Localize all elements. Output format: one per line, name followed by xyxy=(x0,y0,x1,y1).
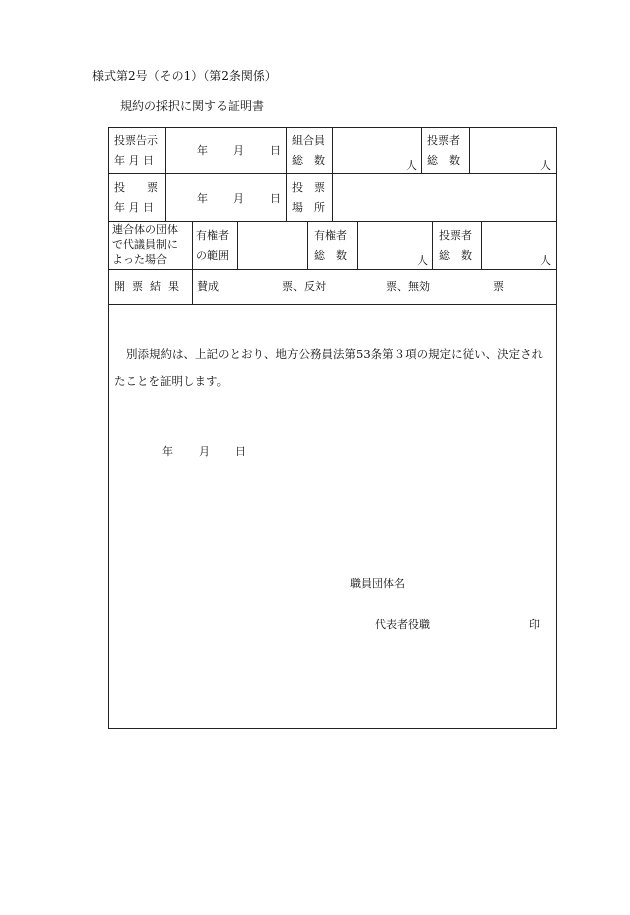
vote-notice-label-1: 投票告示 xyxy=(114,134,158,147)
col-divider xyxy=(165,127,166,221)
vote-place-label-2: 場 所 xyxy=(292,201,325,214)
federation-label-2: で代議員制に xyxy=(112,238,178,251)
vote-notice-month: 月 xyxy=(233,144,244,157)
vote-day: 日 xyxy=(270,192,281,205)
vote-notice-label-2: 年 月 日 xyxy=(114,154,154,167)
vote-place-label-1: 投 票 xyxy=(292,181,325,194)
federation-label-3: よった場合 xyxy=(112,253,167,266)
eligible-range-label-2: の範囲 xyxy=(196,249,229,262)
col-divider xyxy=(286,127,287,221)
form-number: 様式第2号（その1）（第2条関係） xyxy=(92,69,277,83)
vote-month: 月 xyxy=(233,192,244,205)
members-unit: 人 xyxy=(406,159,417,172)
seal-mark: 印 xyxy=(529,618,540,631)
federation-label-1: 連合体の団体 xyxy=(112,223,178,236)
vote-date-label-2: 年 月 日 xyxy=(114,201,154,214)
col-divider xyxy=(237,221,238,269)
cert-month: 月 xyxy=(199,445,210,458)
cert-year: 年 xyxy=(162,445,173,458)
org-name-label: 職員団体名 xyxy=(350,577,405,590)
members-label-2: 総 数 xyxy=(292,154,325,167)
voters-total-label-1: 投票者 xyxy=(439,229,472,242)
certification-text-2: たことを証明します。 xyxy=(114,374,229,388)
vote-year: 年 xyxy=(197,192,208,205)
for-unit: 票、反対 xyxy=(282,280,326,293)
eligible-range-label-1: 有権者 xyxy=(196,229,229,242)
eligible-unit: 人 xyxy=(417,254,428,267)
col-divider xyxy=(421,127,422,173)
col-divider xyxy=(432,221,433,269)
for-label: 賛成 xyxy=(197,280,219,293)
col-divider xyxy=(192,269,193,304)
eligible-total-label-1: 有権者 xyxy=(314,229,347,242)
certification-text-1: 別添規約は、上記のとおり、地方公務員法第53条第３項の規定に従い、決定され xyxy=(126,347,544,361)
voters-total-label-2: 総 数 xyxy=(439,249,472,262)
count-result-label: 開票結果 xyxy=(114,280,186,293)
members-label-1: 組合員 xyxy=(292,134,325,147)
cert-day: 日 xyxy=(235,445,246,458)
voters-unit: 人 xyxy=(540,159,551,172)
voters-total-unit: 人 xyxy=(540,254,551,267)
row-divider xyxy=(108,304,557,305)
vote-date-label-1: 投 票 xyxy=(114,181,158,194)
eligible-total-label-2: 総 数 xyxy=(314,249,347,262)
vote-notice-day: 日 xyxy=(270,144,281,157)
row-divider xyxy=(108,269,557,270)
representative-label: 代表者役職 xyxy=(375,618,430,631)
document-title: 規約の採択に関する証明書 xyxy=(120,99,265,113)
vote-notice-year: 年 xyxy=(197,144,208,157)
col-divider xyxy=(332,127,333,221)
voters-label-1: 投票者 xyxy=(427,134,460,147)
col-divider xyxy=(357,221,358,269)
invalid-unit: 票 xyxy=(493,280,504,293)
col-divider xyxy=(192,221,193,269)
col-divider xyxy=(307,221,308,269)
col-divider xyxy=(469,127,470,173)
against-unit: 票、無効 xyxy=(386,280,430,293)
col-divider xyxy=(481,221,482,269)
voters-label-2: 総 数 xyxy=(427,154,460,167)
